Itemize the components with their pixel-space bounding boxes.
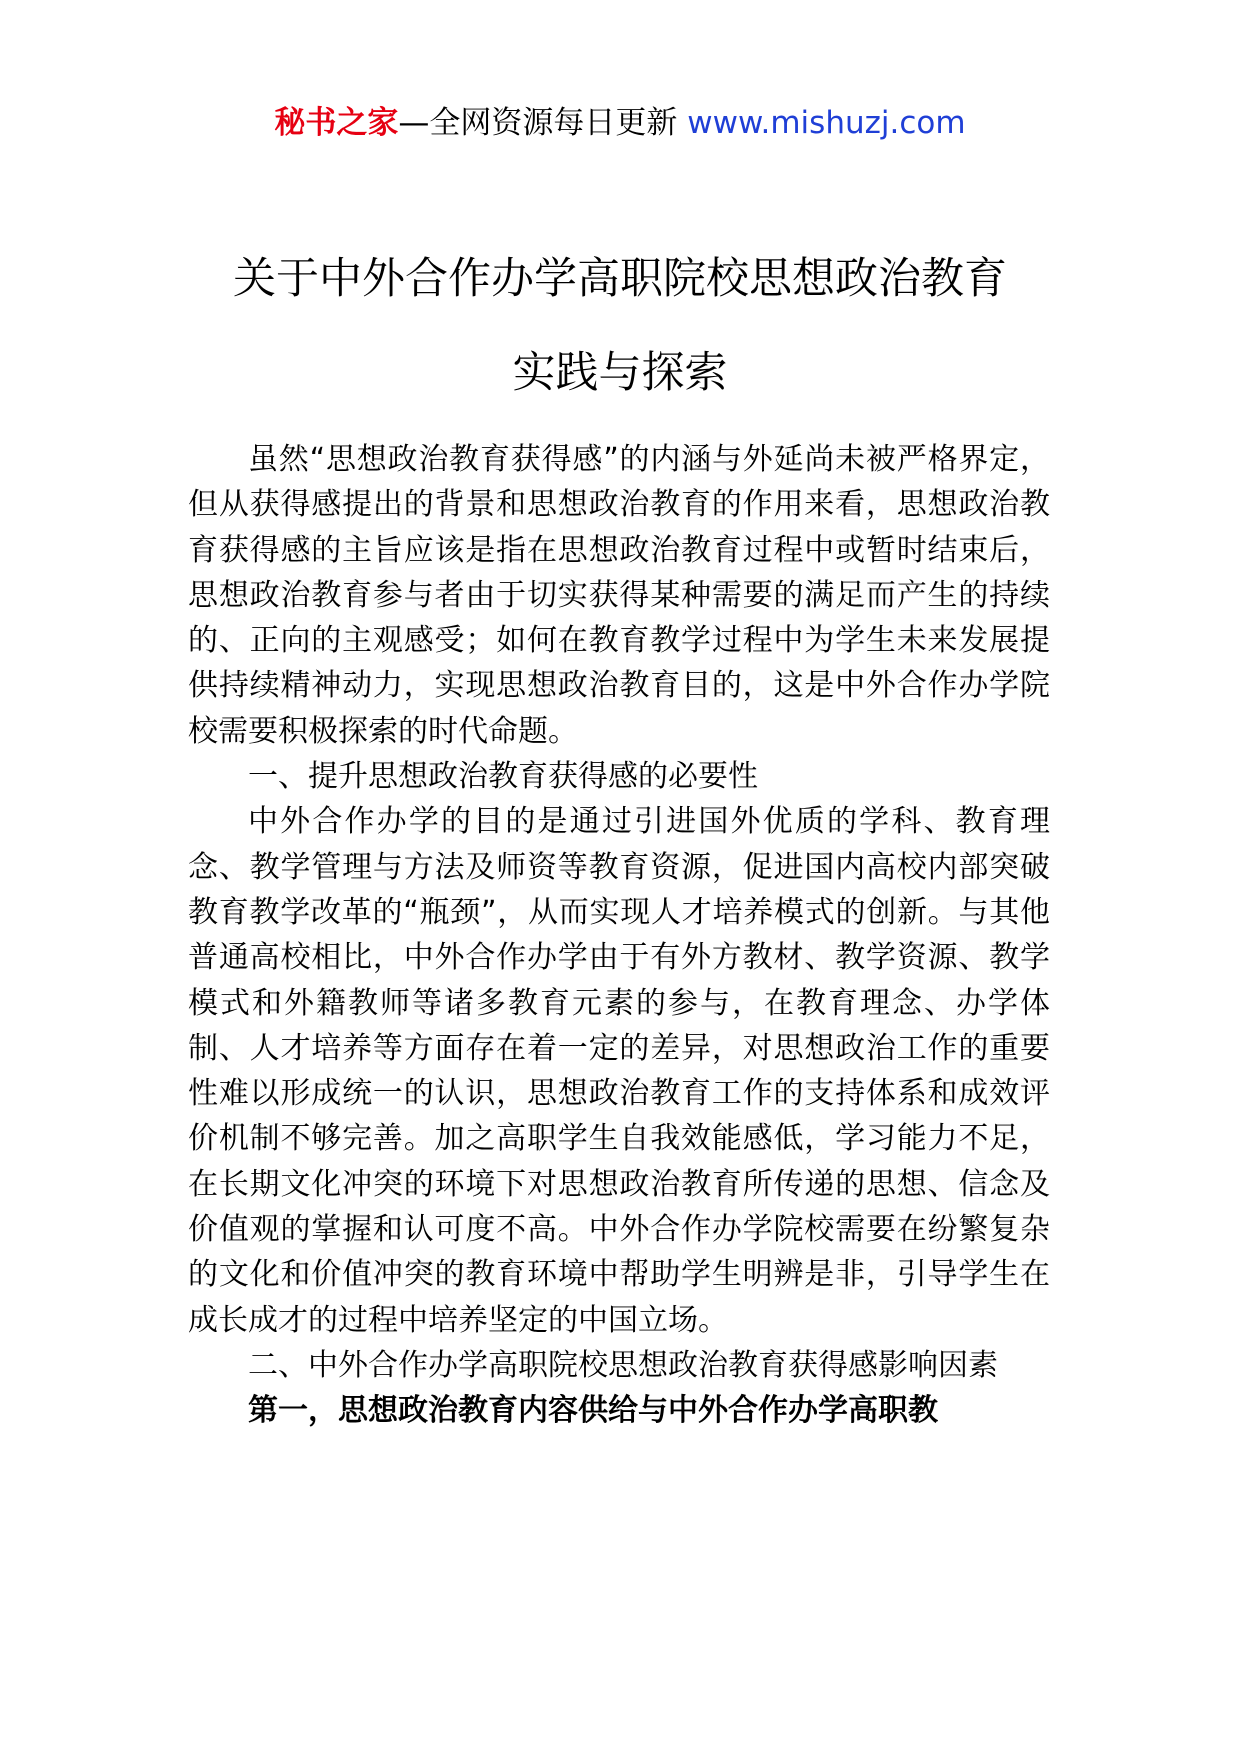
title-line-1: 关于中外合作办学高职院校思想政治教育 <box>233 254 1007 304</box>
site-tagline: —全网资源每日更新 <box>398 105 688 141</box>
paragraph-intro: 虽然“思想政治教育获得感”的内涵与外延尚未被严格界定，但从获得感提出的背景和思想政治教育的作用来看，思想政治教育获得感的主旨应该是指在思想政治教育过程中或暂时结束后，思想政治教育参与者由于切实获得某种需要的满足而产生的持续的、正向的主观感受；如何在教育教学过程中为学生未来发展提供持续精神动力，实现思想政治教育目的，这是中外合作办学院校需要积极探索的时代命题。 <box>188 442 1050 749</box>
document-body <box>188 437 1050 1434</box>
paragraph-necessity: 中外合作办学的目的是通过引进国外优质的学科、教育理念、教学管理与方法及师资等教育资源，促进国内高校内部突破教育教学改革的“瓶颈”，从而实现人才培养模式的创新。与其他普通高校相比，中外合作办学由于有外方教材、教学资源、教学模式和外籍教师等诸多教育元素的参与，在教育理念、办学体制、人才培养等方面存在着一定的差异，对思想政治工作的重要性难以形成统一的认识，思想政治教育工作的支持体系和成效评价机制不够完善。加之高职学生自我效能感低，学习能力不足，在长期文化冲突的环境下对思想政治教育所传递的思想、信念及价值观的掌握和认可度不高。中外合作办学院校需要在纷繁复杂的文化和价值冲突的教育环境中帮助学生明辨是非，引导学生在成长成才的过程中培养坚定的中国立场。 <box>188 804 1050 1338</box>
subheading-first: 第一，思想政治教育内容供给与中外合作办学高职教 <box>248 1393 938 1429</box>
title-line-2: 实践与探索 <box>512 348 728 398</box>
site-url-link[interactable]: www.mishuzj.com <box>687 105 966 141</box>
section-heading-2: 二、中外合作办学高职院校思想政治教育获得感影响因素 <box>248 1347 998 1383</box>
site-brand: 秘书之家 <box>274 105 399 141</box>
site-header <box>0 98 1240 148</box>
section-heading-1: 一、提升思想政治教育获得感的必要性 <box>248 759 758 795</box>
document-title <box>120 232 1120 420</box>
